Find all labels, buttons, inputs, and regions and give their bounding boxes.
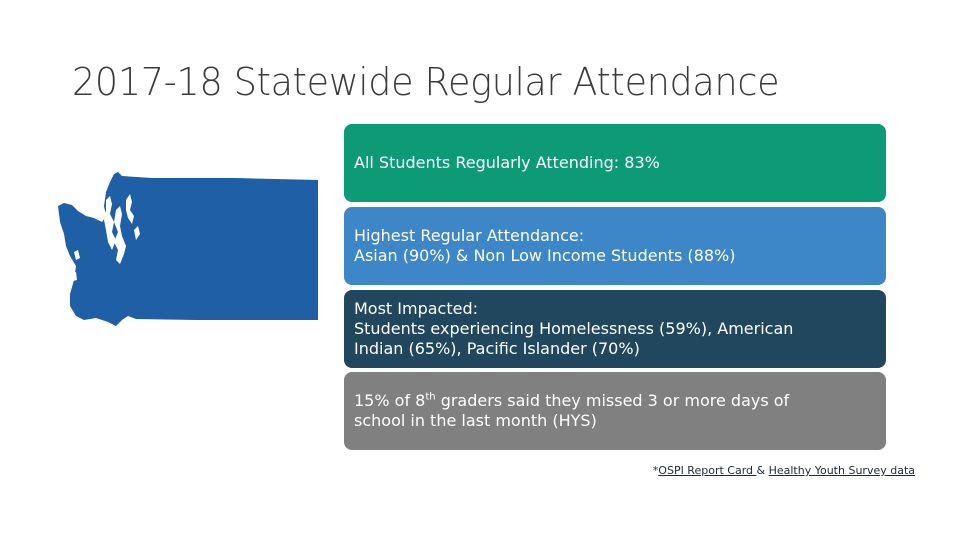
footnote (653, 464, 915, 477)
card-heading: Highest Regular Attendance: (354, 226, 585, 245)
card-heading: Most Impacted: (354, 299, 479, 318)
card-text-post: graders said they missed 3 or more days of (435, 391, 790, 410)
card-line (354, 391, 876, 411)
healthy-youth-survey-link[interactable]: Healthy Youth Survey data (768, 464, 915, 477)
card-line: Asian (90%) & Non Low Income Students (88%) (354, 246, 736, 265)
footnote-prefix: * (652, 464, 659, 477)
card-highest-attendance (344, 207, 886, 285)
slide-title: 2017-18 Statewide Regular Attendance (72, 60, 780, 104)
ospi-report-card-link[interactable]: OSPI Report Card (658, 464, 757, 477)
footnote-separator: & (756, 464, 769, 477)
card-line: All Students Regularly Attending: 83% (354, 153, 660, 172)
card-all-students (344, 124, 886, 202)
card-line: Indian (65%), Pacific Islander (70%) (354, 339, 640, 358)
card-line: school in the last month (HYS) (354, 411, 597, 430)
card-hys (344, 372, 886, 450)
card-line: Students experiencing Homelessness (59%), American (354, 319, 794, 338)
card-text-pre: 15% of 8 (354, 391, 426, 410)
card-most-impacted (344, 290, 886, 368)
card-text-sup: th (425, 391, 436, 403)
washington-state-map-icon (56, 170, 324, 346)
